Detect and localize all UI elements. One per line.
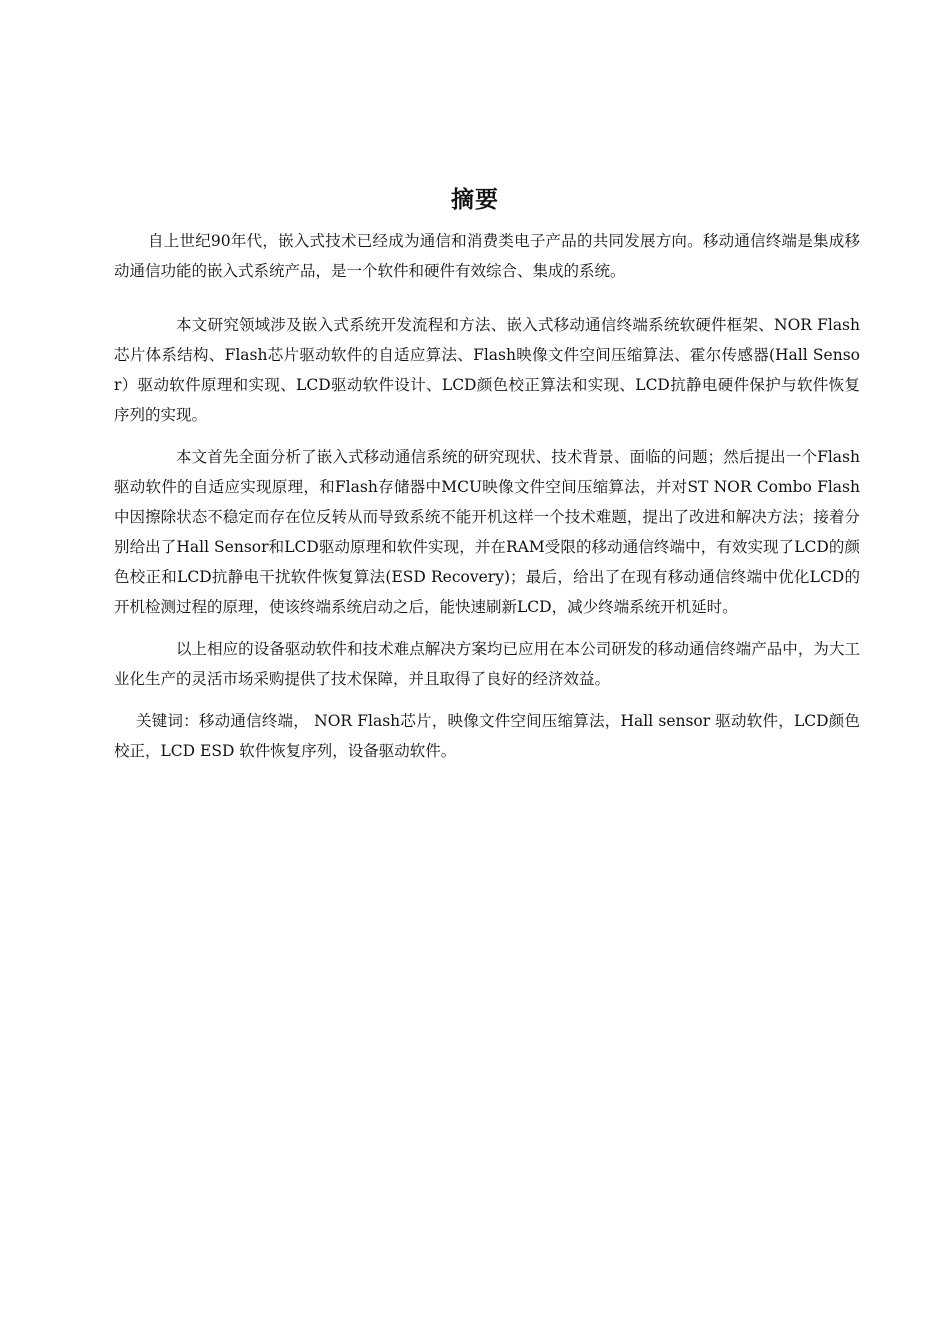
abstract-paragraph-2: 本文研究领域涉及嵌入式系统开发流程和方法、嵌入式移动通信终端系统软硬件框架、NOR Flash芯片体系结构、Flash芯片驱动软件的自适应算法、Flash映像文件空间压缩算法、霍尔传感器(Hall Sensor）驱动软件原理和实现、LCD驱动软件设计、LCD颜色校正算法和实现、LCD抗静电硬件保护与软件恢复序列的实现。 xyxy=(114,316,860,424)
abstract-paragraph-1: 自上世纪90年代，嵌入式技术已经成为通信和消费类电子产品的共同发展方向。移动通信终端是集成移动通信功能的嵌入式系统产品，是一个软件和硬件有效综合、集成的系统。 xyxy=(114,232,860,280)
keywords-line: 关键词：移动通信终端， NOR Flash芯片，映像文件空间压缩算法，Hall sensor 驱动软件，LCD颜色校正，LCD ESD 软件恢复序列，设备驱动软件。 xyxy=(114,712,860,760)
abstract-title: 摘要 xyxy=(451,186,499,213)
abstract-paragraph-3: 本文首先全面分析了嵌入式移动通信系统的研究现状、技术背景、面临的问题；然后提出一个Flash驱动软件的自适应实现原理，和Flash存储器中MCU映像文件空间压缩算法，并对ST NOR Combo Flash 中因擦除状态不稳定而存在位反转从而导致系统不能开机这样一个技术难题，提出了改进和解决方法；接着分别给出了Hall Sensor和LCD驱动原理和软件实现，并在RAM受限的移动通信终端中，有效实现了LCD的颜色校正和LCD抗静电干扰软件恢复算法(ESD Recovery)；最后，给出了在现有移动通信终端中优化LCD的开机检测过程的原理，使该终端系统启动之后，能快速刷新LCD，减少终端系统开机延时。 xyxy=(114,448,860,616)
abstract-body xyxy=(114,226,860,782)
abstract-paragraph-4: 以上相应的设备驱动软件和技术难点解决方案均已应用在本公司研发的移动通信终端产品中，为大工业化生产的灵活市场采购提供了技术保障，并且取得了良好的经济效益。 xyxy=(114,640,860,688)
